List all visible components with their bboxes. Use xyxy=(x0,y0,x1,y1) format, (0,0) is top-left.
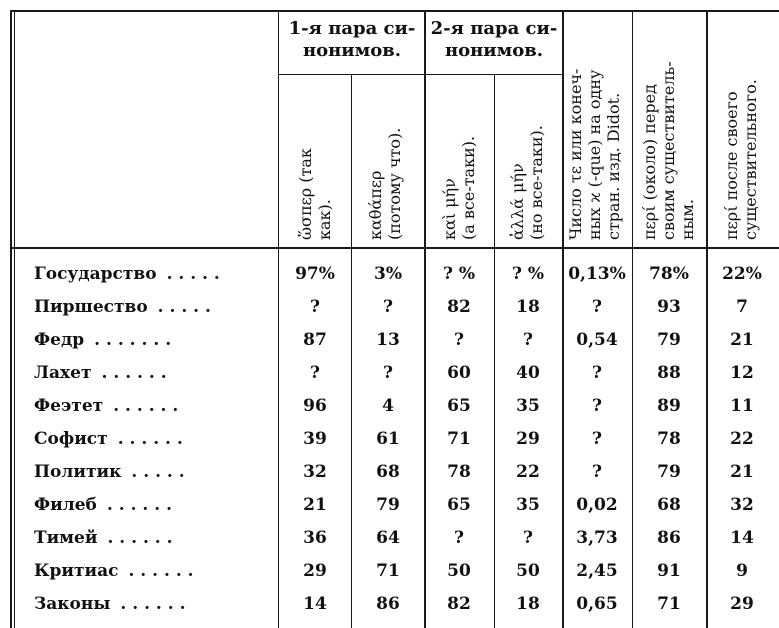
row-leader-dots: . . . . . xyxy=(157,297,211,317)
table-cell: 78 xyxy=(447,462,471,482)
header-col1-line2: как). xyxy=(315,199,334,240)
row-label xyxy=(34,363,167,383)
header-col4 xyxy=(508,125,546,240)
header-col4-line1: ἀλλά μήν xyxy=(508,163,527,240)
table-cell: 0,65 xyxy=(576,594,618,614)
table-cell: ? xyxy=(592,396,602,416)
table-cell: 65 xyxy=(447,495,471,515)
row-leader-dots: . . . . . . xyxy=(107,528,173,548)
header-col6-line2: своим существитель- xyxy=(659,61,678,240)
table-cell: 86 xyxy=(376,594,400,614)
table-cell: 32 xyxy=(730,495,754,515)
row-label-text: Государство xyxy=(34,264,157,284)
row-label-text: Федр xyxy=(34,330,85,350)
row-label-text: Пиршество xyxy=(34,297,148,317)
header-col4-line2: (но все-таки). xyxy=(527,125,546,240)
header-col2-line1: καθάπερ xyxy=(366,170,385,240)
table-cell: 29 xyxy=(516,429,540,449)
table-cell: 32 xyxy=(303,462,327,482)
row-label xyxy=(34,495,172,515)
table-cell: 18 xyxy=(516,297,540,317)
row-label-text: Филеб xyxy=(34,495,97,515)
table-cell: ? xyxy=(310,297,320,317)
table-cell: 82 xyxy=(447,297,471,317)
row-label-text: Феэтет xyxy=(34,396,104,416)
row-label-text: Тимей xyxy=(34,528,98,548)
table-cell: 71 xyxy=(447,429,471,449)
table-cell: ? xyxy=(592,462,602,482)
table-cell: 9 xyxy=(736,561,748,581)
table-cell: ? % xyxy=(442,264,476,284)
header-col5-line2: ных ϰ (-que) на одну xyxy=(585,69,604,240)
row-leader-dots: . . . . . xyxy=(131,462,185,482)
header-col7 xyxy=(722,79,760,240)
table-cell: 68 xyxy=(376,462,400,482)
header-col7-line1: περί после своего xyxy=(722,91,741,240)
table-cell: 0,54 xyxy=(576,330,618,350)
table-cell: 29 xyxy=(303,561,327,581)
row-label xyxy=(34,396,178,416)
header-col3-line2: (а все-таки). xyxy=(459,135,478,240)
table-cell: ? xyxy=(592,363,602,383)
row-leader-dots: . . . . . . xyxy=(101,363,167,383)
table-cell: ? xyxy=(523,528,533,548)
header-col1-line1: ὥσπερ (так xyxy=(296,148,315,240)
table-cell: 93 xyxy=(657,297,681,317)
table-cell: 50 xyxy=(447,561,471,581)
table-cell: ? % xyxy=(511,264,545,284)
top-border-line xyxy=(10,10,779,12)
table-cell: 40 xyxy=(516,363,540,383)
table-cell: 21 xyxy=(303,495,327,515)
table-cell: 22 xyxy=(516,462,540,482)
table-cell: 65 xyxy=(447,396,471,416)
table-cell: 0,02 xyxy=(576,495,618,515)
row-label xyxy=(34,429,183,449)
table-cell: 61 xyxy=(376,429,400,449)
table-cell: 0,13% xyxy=(568,264,626,284)
header-col3-line1: καὶ μήν xyxy=(440,178,459,240)
group-header-1-line2: нонимов. xyxy=(302,40,402,61)
header-col6 xyxy=(640,61,697,240)
group-divider-2 xyxy=(424,74,562,75)
table-cell: 13 xyxy=(376,330,400,350)
row-leader-dots: . . . . . . xyxy=(117,429,183,449)
row-label xyxy=(34,330,171,350)
table-cell: 22% xyxy=(722,264,762,284)
table-cell: 39 xyxy=(303,429,327,449)
table-cell: 3,73 xyxy=(576,528,618,548)
group-header-1 xyxy=(280,18,424,62)
col-line-0 xyxy=(278,10,279,628)
table-cell: ? xyxy=(383,363,393,383)
table-cell: 3% xyxy=(374,264,402,284)
table-cell: 64 xyxy=(376,528,400,548)
row-label xyxy=(34,297,211,317)
row-leader-dots: . . . . . . xyxy=(113,396,179,416)
row-label-text: Законы xyxy=(34,594,111,614)
table-cell: 21 xyxy=(730,462,754,482)
left-border-line xyxy=(10,10,12,628)
table-cell: 35 xyxy=(516,396,540,416)
group-header-2-line2: нонимов. xyxy=(444,40,544,61)
group-header-2-line1: 2-я пара си- xyxy=(430,18,558,39)
table-cell: ? xyxy=(454,528,464,548)
table-cell: 78% xyxy=(649,264,689,284)
table-cell: 14 xyxy=(303,594,327,614)
header-bottom-line xyxy=(10,247,779,249)
group-header-2 xyxy=(426,18,562,62)
table-cell: 79 xyxy=(376,495,400,515)
header-col5-line3: стран. изд. Didot. xyxy=(604,92,623,240)
table-cell: 97% xyxy=(295,264,335,284)
row-leader-dots: . . . . . . . xyxy=(94,330,172,350)
table-cell: 12 xyxy=(730,363,754,383)
header-col5-line1: Число τε или конеч- xyxy=(566,68,585,240)
table-cell: 60 xyxy=(447,363,471,383)
header-col5 xyxy=(566,69,623,240)
header-col6-line3: ным. xyxy=(678,199,697,240)
row-leader-dots: . . . . . . xyxy=(120,594,186,614)
row-label-text: Политик xyxy=(34,462,122,482)
table-cell: 71 xyxy=(657,594,681,614)
table-cell: 87 xyxy=(303,330,327,350)
row-label xyxy=(34,462,185,482)
table-cell: ? xyxy=(454,330,464,350)
left-border-line-inner xyxy=(14,10,15,628)
row-label xyxy=(34,594,186,614)
table-cell: 7 xyxy=(736,297,748,317)
table-cell: 78 xyxy=(657,429,681,449)
table-cell: 79 xyxy=(657,330,681,350)
table-cell: 91 xyxy=(657,561,681,581)
table-cell: ? xyxy=(310,363,320,383)
row-leader-dots: . . . . . . xyxy=(128,561,194,581)
row-leader-dots: . . . . . xyxy=(166,264,220,284)
header-col2 xyxy=(366,128,404,240)
table-cell: 14 xyxy=(730,528,754,548)
header-col1 xyxy=(296,148,334,240)
table-cell: ? xyxy=(592,297,602,317)
table-cell: 88 xyxy=(657,363,681,383)
row-label xyxy=(34,528,173,548)
table-cell: 86 xyxy=(657,528,681,548)
table-cell: 82 xyxy=(447,594,471,614)
table-cell: 89 xyxy=(657,396,681,416)
col-line-5 xyxy=(632,10,633,628)
row-leader-dots: . . . . . . xyxy=(106,495,172,515)
header-col2-line2: (потому что). xyxy=(385,127,404,240)
header-col6-line1: περί (около) перед xyxy=(640,84,659,240)
table-cell: 79 xyxy=(657,462,681,482)
row-label-text: Лахет xyxy=(34,363,92,383)
table-cell: 4 xyxy=(382,396,394,416)
table-cell: 29 xyxy=(730,594,754,614)
table-cell: 2,45 xyxy=(576,561,618,581)
table-cell: 11 xyxy=(730,396,754,416)
row-label xyxy=(34,561,194,581)
table-cell: 35 xyxy=(516,495,540,515)
table-cell: 68 xyxy=(657,495,681,515)
group-header-1-line1: 1-я пара си- xyxy=(288,18,416,39)
table-cell: 96 xyxy=(303,396,327,416)
header-col7-line2: существительного. xyxy=(741,79,760,240)
table-cell: ? xyxy=(592,429,602,449)
row-label-text: Критиас xyxy=(34,561,119,581)
table-cell: 22 xyxy=(730,429,754,449)
table-cell: 18 xyxy=(516,594,540,614)
header-col3 xyxy=(440,136,478,240)
table-cell: 71 xyxy=(376,561,400,581)
row-label xyxy=(34,264,220,284)
table-cell: 50 xyxy=(516,561,540,581)
table-cell: 21 xyxy=(730,330,754,350)
table-cell: ? xyxy=(523,330,533,350)
col-line-1 xyxy=(351,74,352,628)
row-label-text: Софист xyxy=(34,429,108,449)
table-cell: 36 xyxy=(303,528,327,548)
table-cell: ? xyxy=(383,297,393,317)
